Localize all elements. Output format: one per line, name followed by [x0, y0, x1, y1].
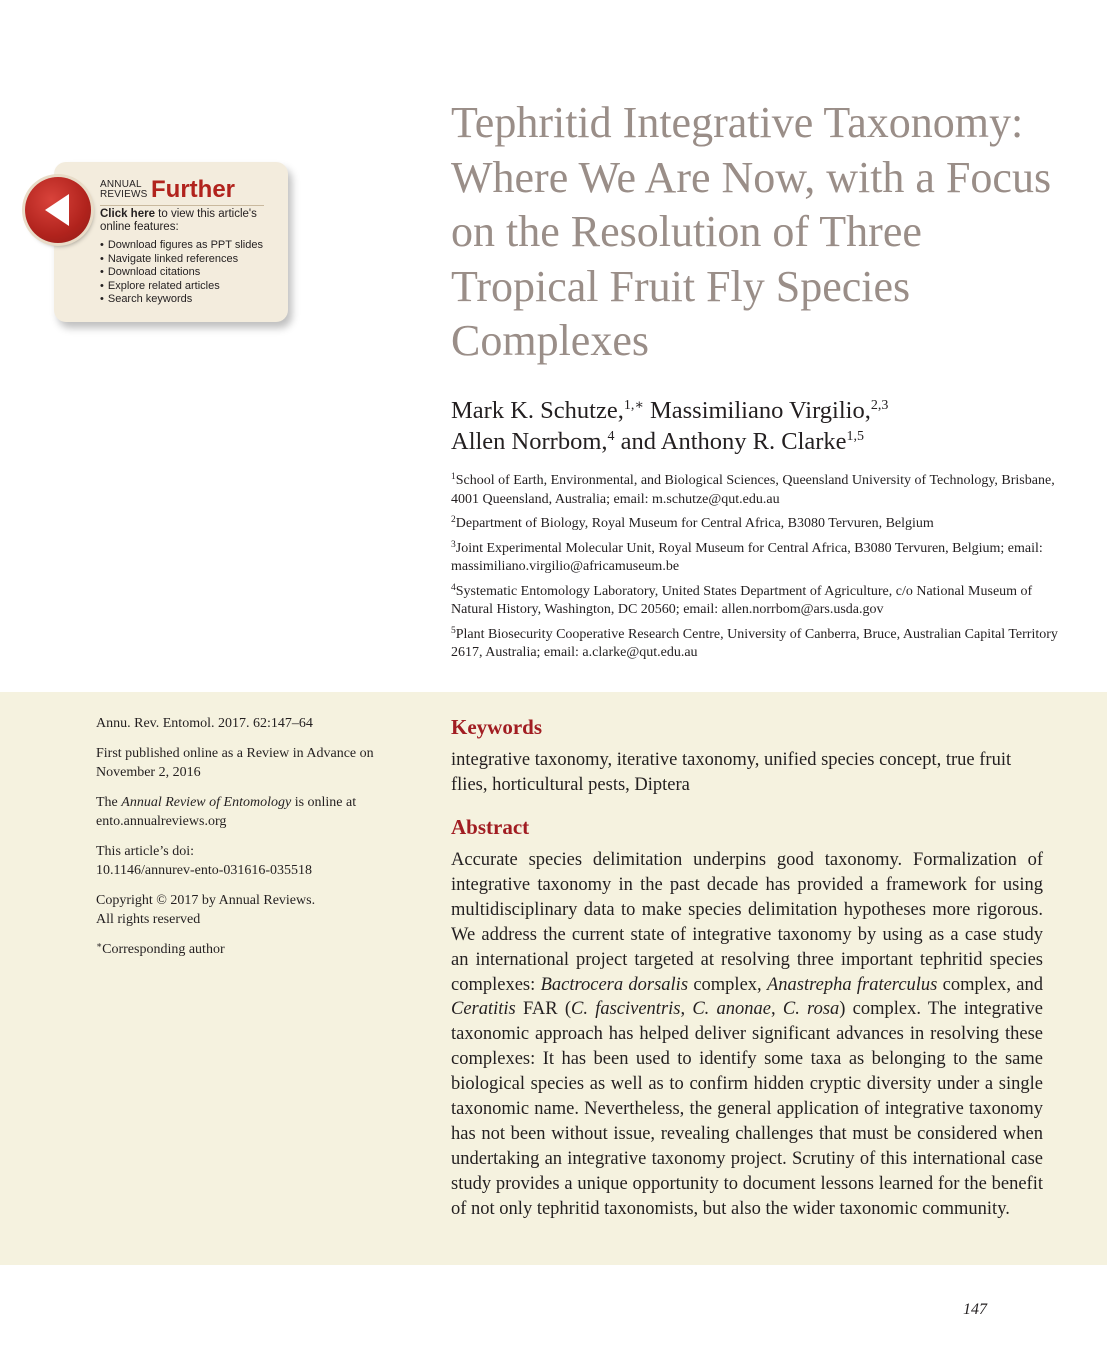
annual-reviews-logo-text: ANNUAL REVIEWS: [100, 179, 148, 200]
doi-label: This article’s doi:: [96, 844, 194, 859]
affiliation-text: Joint Experimental Molecular Unit, Royal Museum for Central Africa, B3080 Tervuren, Belgium; email: massimiliano.virgilio@africamuseum.be: [451, 540, 1043, 574]
affiliation-number: 2: [451, 515, 456, 525]
doi[interactable]: 10.1146/annurev-ento-031616-035518: [96, 863, 313, 878]
affiliation-list: [451, 472, 1061, 669]
abstract-run: ,: [771, 999, 783, 1020]
further-logo-text: Further: [151, 176, 235, 203]
first-published: First published online as a Review in Advance on November 2, 2016: [96, 746, 374, 780]
further-feature-list: [100, 239, 285, 307]
abstract-text: [451, 848, 1043, 1222]
species-name: Ceratitis: [451, 999, 516, 1020]
abstract-run: ,: [680, 999, 693, 1020]
corresponding-note: [96, 940, 416, 959]
affiliation-text: School of Earth, Environmental, and Biological Sciences, Queensland University of Technology, Brisbane, 4001 Queensland, Australia; email: m.schutze@qut.edu.au: [451, 473, 1055, 507]
journal-name: Annual Review of Entomology: [121, 795, 292, 810]
keywords-heading: Keywords: [451, 715, 542, 739]
feature-download-figures[interactable]: • Download figures as PPT slides: [100, 239, 285, 253]
abstract-run: Accurate species delimitation underpins good taxonomy. Formalization of integrative taxonomy in the past decade has provided a framework for using multidisciplinary data to make species delimitation hypotheses more rigorous. We address the current state of integrative taxonomy by using as a case study an international project targeted at resolving three important tephritid species complexes:: [451, 850, 1043, 995]
author-affil-mark: 4: [607, 429, 615, 444]
feature-navigate-references[interactable]: • Navigate linked references: [100, 253, 285, 267]
further-intro: [100, 208, 280, 234]
species-name: C. fasciventris: [571, 999, 681, 1020]
author-affil-mark: 1,5: [846, 429, 865, 444]
corresponding-text: Corresponding author: [102, 942, 225, 957]
affiliation: [451, 626, 1061, 663]
feature-search-keywords[interactable]: • Search keywords: [100, 293, 285, 307]
author-name: Massimiliano Virgilio,: [649, 397, 871, 424]
species-name: Bactrocera dorsalis: [540, 974, 689, 995]
further-intro-text: to view this article's online features:: [100, 208, 257, 233]
further-divider: [100, 205, 264, 206]
abstract-run: complex,: [688, 974, 767, 995]
page-number: 147: [963, 1301, 987, 1318]
affiliation-number: 4: [451, 582, 456, 593]
article-title: Tephritid Integrative Taxonomy: Where We Are Now, with a Focus on the Resolution of Three Tropical Fruit Fly Species Complexes: [451, 98, 1052, 365]
affiliation-text: Plant Biosecurity Cooperative Research Centre, University of Canberra, Bruce, Australian Capital Territory 2617, Australia; email: a.clarke@qut.edu.au: [451, 626, 1058, 660]
affiliation: [451, 515, 1061, 534]
author-name: Allen Norrbom,: [451, 428, 608, 455]
affiliation-number: 1: [451, 472, 456, 482]
article-metadata: [96, 714, 416, 970]
affiliation-number: 5: [451, 625, 456, 636]
author-name: and Anthony R. Clarke: [620, 428, 847, 455]
online-pre: The: [96, 795, 122, 810]
author-name: Mark K. Schutze,: [451, 397, 624, 424]
affiliation-text: Department of Biology, Royal Museum for Central Africa, B3080 Tervuren, Belgium: [455, 516, 934, 531]
author-affil-mark: 2,3: [870, 398, 889, 413]
online-at: [96, 793, 416, 831]
species-name: C. rosa: [782, 999, 840, 1020]
feature-related-articles[interactable]: • Explore related articles: [100, 280, 285, 294]
citation: Annu. Rev. Entomol. 2017. 62:147–64: [96, 716, 313, 731]
affiliation-number: 3: [451, 539, 456, 550]
species-name: Anastrepha fraterculus: [766, 974, 938, 995]
copyright-line: Copyright © 2017 by Annual Reviews.: [96, 893, 316, 908]
abstract-run: complex, and: [937, 974, 1044, 995]
abstract-run: ) complex. The integrative taxonomic approach has helped deliver significant advances in resolving these complexes: It has been used to identify some taxa as belonging to the same biological species as well as to confirm hidden cryptic diversity under a single taxonomic name. Nevertheless, the general application of integrative taxonomy has not been without issue, revealing challenges that must be considered when undertaking an integrative taxonomy project. Scrutiny of this international case study provides a unique opportunity to document lessons learned for the benefit of not only tephritid taxonomists, but also the wider taxonomic community.: [451, 999, 1043, 1219]
abstract-heading: Abstract: [451, 815, 530, 839]
click-here-link[interactable]: Click here: [100, 208, 155, 220]
feature-download-citations[interactable]: • Download citations: [100, 266, 285, 280]
affiliation: [451, 540, 1061, 577]
doi-block: [96, 842, 416, 880]
species-name: C. anonae: [692, 999, 771, 1020]
author-list: [451, 395, 1071, 457]
affiliation: [451, 583, 1061, 620]
copyright: [96, 891, 416, 929]
keywords-text: integrative taxonomy, iterative taxonomy, unified species concept, true fruit flies, horticultural pests, Diptera: [451, 750, 1012, 795]
further-header: [100, 176, 280, 204]
author-affil-mark: 1,∗: [623, 398, 644, 413]
affiliation-text: Systematic Entomology Laboratory, United States Department of Agriculture, c/o National Museum of Natural History, Washington, DC 20560; email: allen.norrbom@ars.usda.gov: [451, 583, 1033, 617]
affiliation: [451, 472, 1061, 509]
abstract-run: FAR (: [515, 999, 571, 1020]
corresponding-mark: ∗: [96, 940, 103, 950]
rights-line: All rights reserved: [96, 912, 201, 927]
back-arrow-icon[interactable]: [25, 177, 91, 243]
online-post: is online at ento.annualreviews.org: [96, 795, 357, 829]
